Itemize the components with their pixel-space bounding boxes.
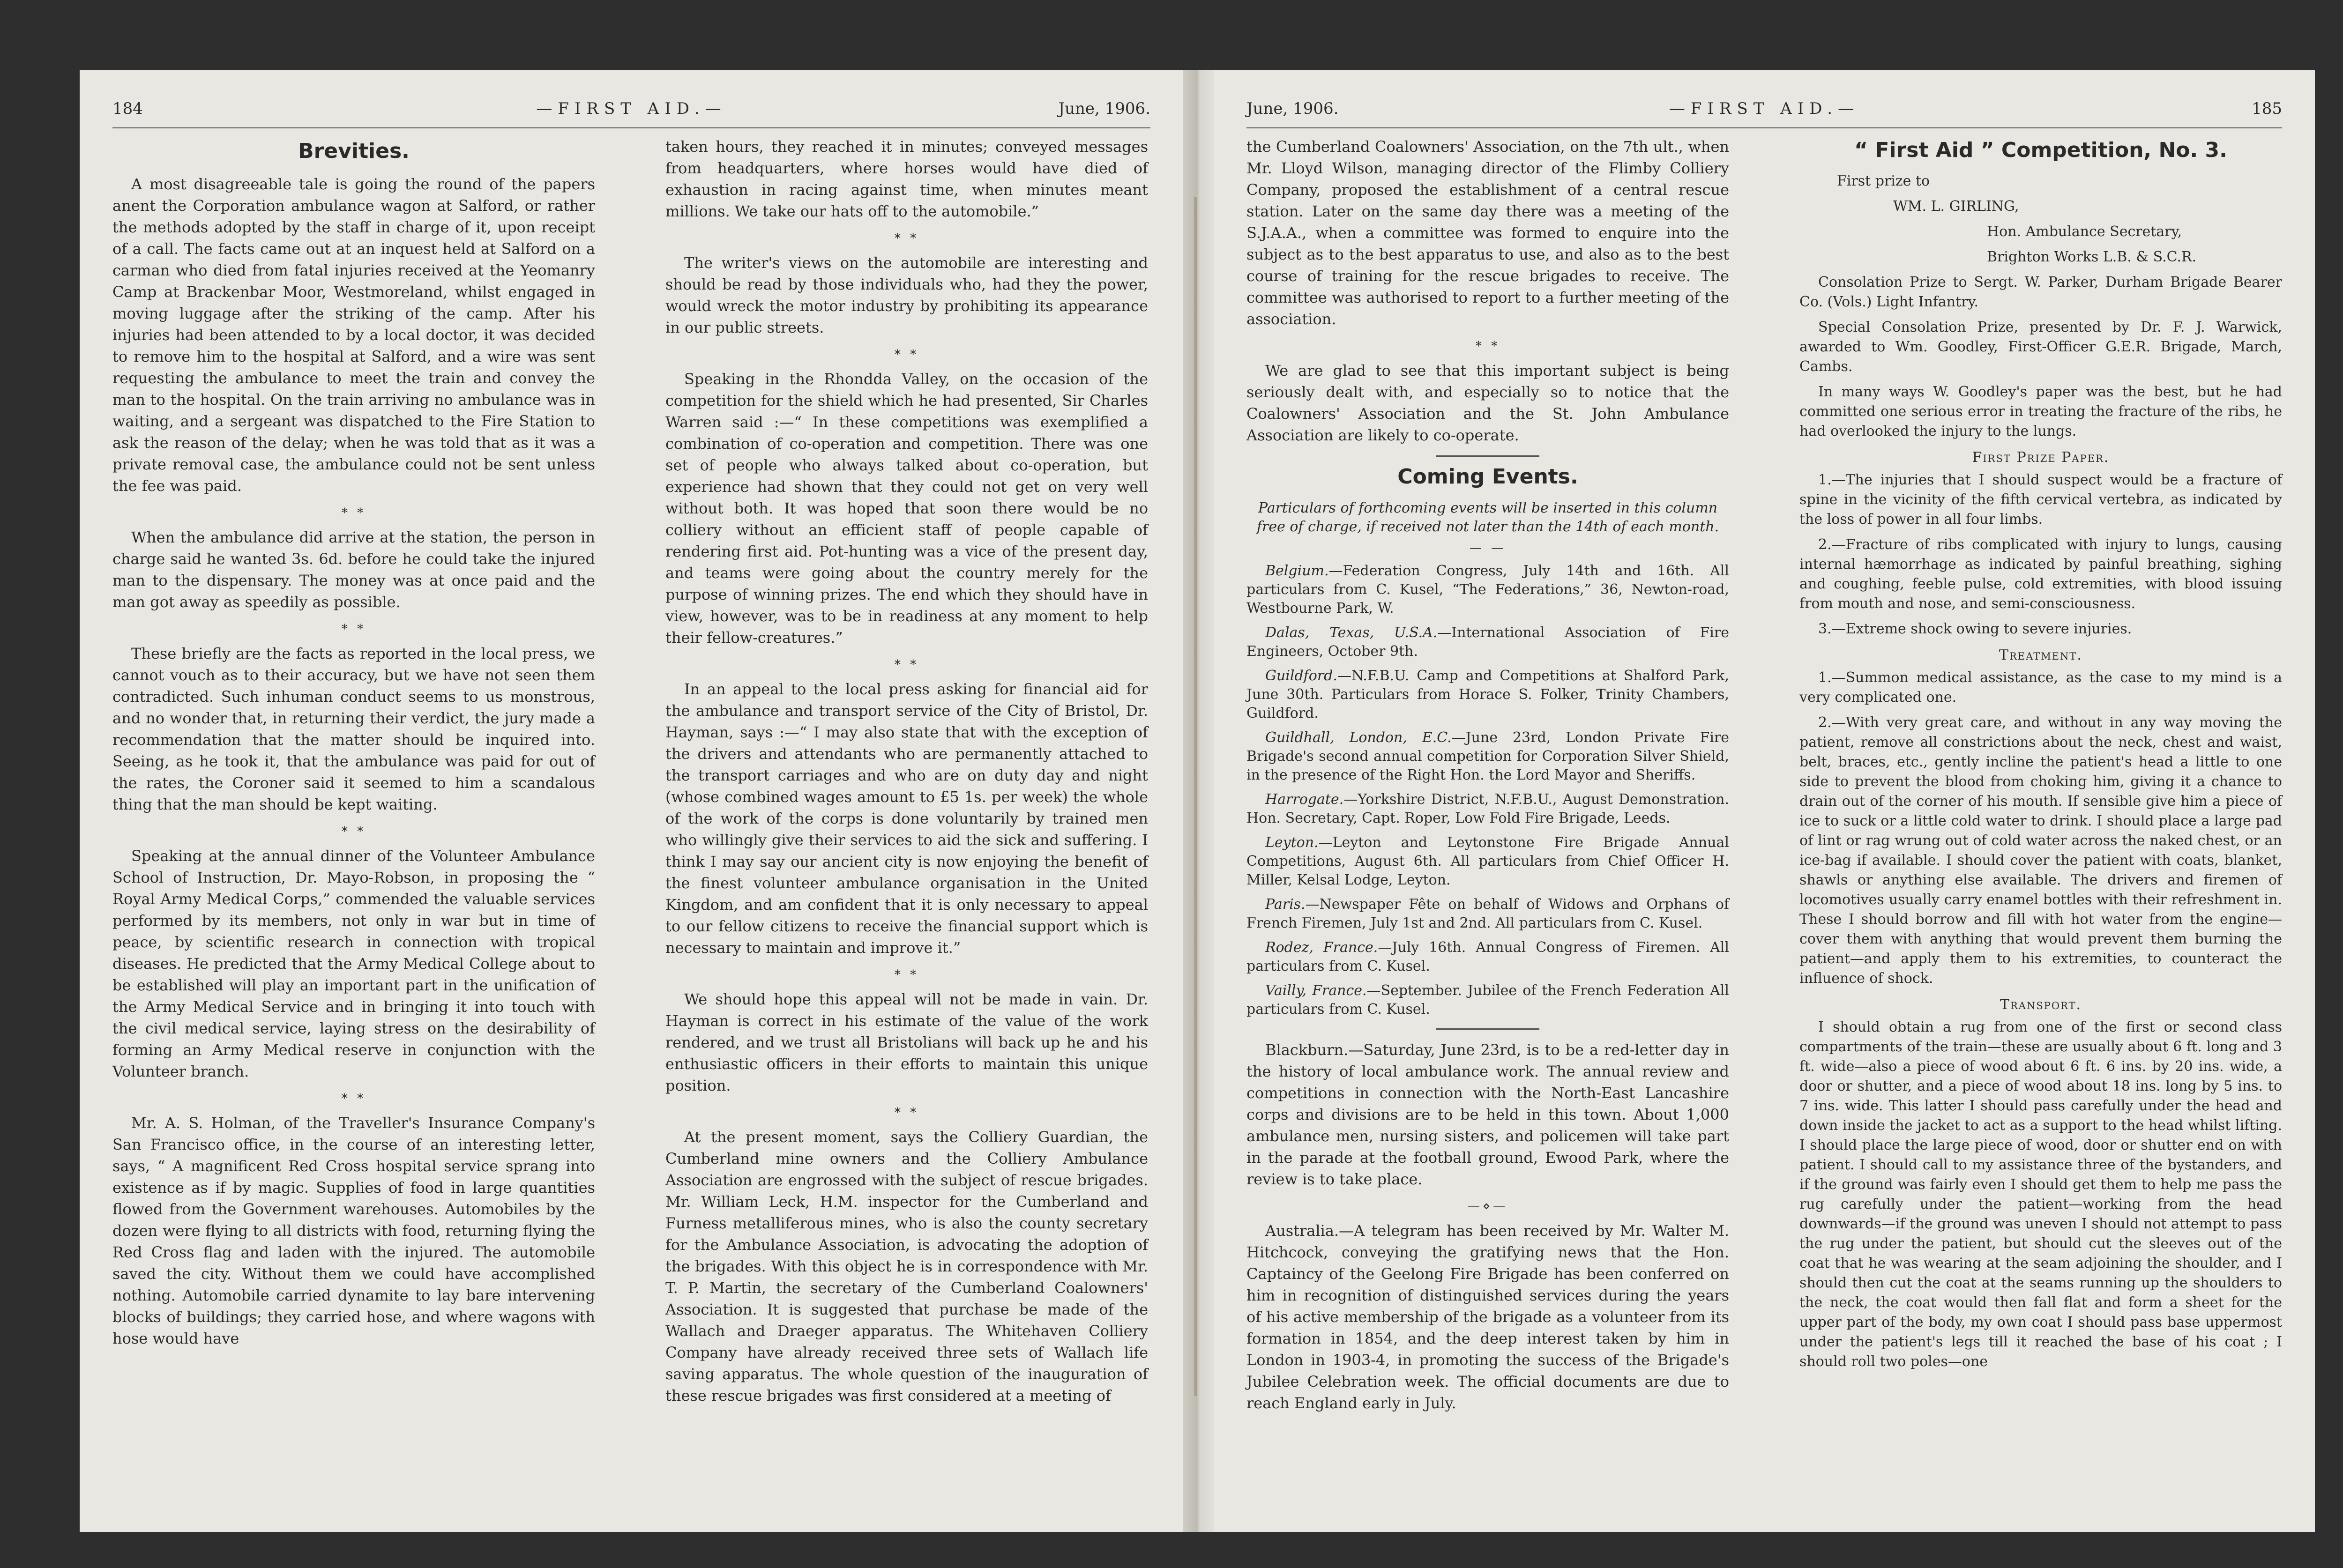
event-details: —Federation Congress, July 14th and 16th. All particulars from C. Kusel, “The Federations,” 36, Newton-road, Westbourne Park, W. bbox=[1246, 563, 1729, 617]
event-place: Guildford. bbox=[1265, 668, 1337, 684]
event-details: —International Association of Fire Engineers, October 9th. bbox=[1246, 624, 1729, 660]
page-date: June, 1906. bbox=[1058, 99, 1150, 118]
paragraph: The writer's views on the automobile are interesting and should be read by those individuals who, had they the power, would wreck the motor industry by prohibiting its appearance in our public streets. bbox=[665, 254, 1148, 336]
paragraph: In an appeal to the local press asking for financial aid for the ambulance and transport service of the City of Bristol, Dr. Hayman, says :—“ I may also state that with the exception of the drivers and attendants who are permanently attached to the transport carriages and who are on duty day and night (whose combined wages amount to £5 1s. per week) the whole of the work of the corps is done voluntarily by trained men who willingly give their services to aid the sick and suffering. I think I may say our ancient city is now enjoying the benefit of the finest volunteer ambulance organisation in the United Kingdom, and am confident that it is only necessary to appeal to our fellow citizens to receive the financial support which is necessary to maintain and improve it.” bbox=[665, 680, 1148, 957]
section-divider bbox=[1436, 1028, 1539, 1030]
winner-name: WM. L. GIRLING, bbox=[1893, 198, 2019, 215]
event-details: —Yorkshire District, N.F.B.U., August Demonstration. Hon. Secretary, Capt. Roper, Low Fold Fire Brigade, Leeds. bbox=[1246, 791, 1729, 826]
first-prize-paper-subheading: First Prize Paper. bbox=[1972, 449, 2110, 466]
winner-address: Brighton Works L.B. & S.C.R. bbox=[1987, 249, 2197, 265]
event-item bbox=[1246, 895, 1729, 933]
paragraph: When the ambulance did arrive at the station, the person in charge said he wanted 3s. 6d. before he could take the injured man to the dispensary. The money was at once paid and the man got away as speedily as possible. bbox=[112, 528, 595, 611]
transport-subheading: Transport. bbox=[2000, 996, 2082, 1013]
event-place: Belgium. bbox=[1265, 563, 1329, 579]
competition-heading: “ First Aid ” Competition, No. 3. bbox=[1854, 138, 2227, 162]
event-details: —Leyton and Leytonstone Fire Brigade Annual Competitions, August 6th. All particulars from Chief Officer H. Miller, Kelsal Lodge, Leyton. bbox=[1246, 834, 1729, 888]
events-list bbox=[1246, 562, 1729, 1019]
asterism-divider: * * bbox=[341, 1092, 366, 1106]
paragraph: A most disagreeable tale is going the round of the papers anent the Corporation ambulance wagon at Salford, or rather the methods adopted by the staff in charge of it, upon receipt of a call. The facts came out at an inquest held at Salford on a carman who died from fatal injuries received at the Yeomanry Camp at Brackenbar Moor, Westmoreland, whilst engaged in moving luggage after the striking of the camp. After his injuries had been attended to by a local doctor, it was decided to remove him to the hospital at Salford, and a wire was sent requesting the ambulance to meet the train and convey the man to the hospital. On the train arriving no ambulance was in waiting, and a sergeant was dispatched to the Fire Station to ask the reason of the delay; when he was told that as it was a private removal case, the ambulance could not be sent unless the fee was paid. bbox=[112, 175, 595, 495]
asterism-divider: * * bbox=[894, 658, 919, 672]
left-page-header bbox=[112, 99, 1150, 128]
paragraph: At the present moment, says the Colliery Guardian, the Cumberland mine owners and the Colliery Ambulance Association are engrossed with the subject of rescue brigades. Mr. William Leck, H.M. inspector for the Cumberland and Furness metalliferous mines, who is also the county secretary for the Ambulance Association, is advocating the adoption of the brigades. With this object he is in correspondence with Mr. T. P. Martin, the secretary of the Cumberland Coalowners' Association. It is suggested that purchase be made of the Wallach and Draeger apparatus. The Whitehaven Colliery Company have already received three sets of Wallach life saving apparatus. The whole question of the inauguration of these rescue brigades was first considered at a meeting of bbox=[665, 1128, 1148, 1405]
event-item bbox=[1246, 667, 1729, 723]
right-column-2 bbox=[1799, 136, 2282, 1377]
paragraph: taken hours, they reached it in minutes; conveyed messages from headquarters, where horses would have died of exhaustion in racing against time, when minutes meant millions. We take our hats off to the automobile.” bbox=[665, 138, 1148, 220]
treatment-subheading: Treatment. bbox=[1999, 647, 2082, 663]
running-title: —FIRST AID.— bbox=[536, 99, 727, 118]
asterism-divider: * * bbox=[894, 231, 919, 245]
paragraph: In many ways W. Goodley's paper was the best, but he had committed one serious error in treating the fracture of the ribs, he had overlooked the injury to the lungs. bbox=[1799, 384, 2282, 439]
event-item bbox=[1246, 728, 1729, 785]
event-details: —September. Jubilee of the French Federation All particulars from C. Kusel. bbox=[1246, 982, 1729, 1018]
event-place: Guildhall, London, E.C. bbox=[1265, 729, 1452, 746]
brevities-heading: Brevities. bbox=[298, 139, 410, 163]
asterism-divider: * * bbox=[894, 348, 919, 362]
page-number: 184 bbox=[112, 99, 143, 118]
paragraph: Speaking at the annual dinner of the Volunteer Ambulance School of Instruction, Dr. Mayo-Robson, in proposing the “ Royal Army Medical Corps,” commended the valuable services performed by its members, not only in war but in time of peace, by scientific research in connection with tropical diseases. He predicted that the Army Medical College about to be established will play an important part in the unification of the Army Medical Service and in bringing it into touch with the civil medical service, laying stress on the desirability of forming an Army Medical reserve in conjunction with the Volunteer branch. bbox=[112, 847, 595, 1080]
event-item bbox=[1246, 833, 1729, 890]
page-number: 185 bbox=[2252, 99, 2282, 118]
running-title: —FIRST AID.— bbox=[1669, 99, 1860, 118]
event-place: Dalas, Texas, U.S.A. bbox=[1265, 624, 1438, 641]
event-details: —Newspaper Fête on behalf of Widows and Orphans of French Firemen, July 1st and 2nd. All particulars from C. Kusel. bbox=[1246, 896, 1729, 931]
paragraph: We are glad to see that this important subject is being seriously dealt with, and especially so to notice that the Coalowners' Association and the St. John Ambulance Association are likely to co-operate. bbox=[1246, 362, 1729, 444]
right-page-header bbox=[1246, 99, 2282, 128]
event-details: —July 16th. Annual Congress of Firemen. All particulars from C. Kusel. bbox=[1246, 939, 1729, 974]
right-page bbox=[1214, 70, 2315, 1532]
event-place: Harrogate. bbox=[1265, 791, 1344, 808]
paragraph: Speaking in the Rhondda Valley, on the occasion of the competition for the shield which he had presented, Sir Charles Warren said :—“ In these competitions was exemplified a combination of co-operation and competition. There was one set of people who always talked about co-operation, but experience had shown that they could not get on very well without both. It was hoped that soon there would be no colliery without an efficient staff of people capable of rendering first aid. Pot-hunting was a vice of the present day, and teams were going about the country merely for the purpose of winning prizes. The end which they should have in view, however, was to be in readiness at any moment to help their fellow-creatures.” bbox=[665, 370, 1148, 647]
list-item: 2.—With very great care, and without in any way moving the patient, remove all constrictions about the neck, chest and waist, belt, braces, etc., gently incline the patient's head a little to one side to prevent the blood from choking him, giving it a chance to drain out of the corner of his mouth. If sensible give him a piece of ice to suck or a little cold water to drink. I should place a large pad of lint or rag wrung out of cold water across the naked chest, or an ice-bag if available. I should cover the patient with coats, blanket, shawls or anything else available. The drivers and firemen of locomotives usually carry enamel bottles with their refreshment in. These I should borrow and fill with hot water from the engine—cover them with anything that would prevent them burning the patient—and apply them to his extremities, to counteract the influence of shock. bbox=[1799, 714, 2282, 987]
event-item bbox=[1246, 938, 1729, 976]
paragraph: Special Consolation Prize, presented by Dr. F. J. Warwick, awarded to Wm. Goodley, First-Officer G.E.R. Brigade, March, Cambs. bbox=[1799, 319, 2282, 375]
list-item: 3.—Extreme shock owing to severe injuries. bbox=[1818, 621, 2132, 637]
left-page bbox=[80, 70, 1183, 1532]
ornament-divider: —⋄— bbox=[1467, 1199, 1508, 1213]
dash-divider: — — bbox=[1469, 541, 1507, 555]
left-column-1 bbox=[112, 136, 595, 1355]
paragraph: Australia.—A telegram has been received by Mr. Walter M. Hitchcock, conveying the gratifying news that the Hon. Captaincy of the Geelong Fire Brigade has been conferred on him in recognition of distinguished services during the years of his active membership of the brigade as a volunteer from its formation in 1854, and the deep interest taken by him in London in 1903-4, in promoting the success of the Brigade's Jubilee Celebration week. The official documents are due to reach England early in July. bbox=[1246, 1222, 1729, 1412]
list-item: 2.—Fracture of ribs complicated with injury to lungs, causing internal hæmorrhage as indicated by painful breathing, sighing and coughing, feeble pulse, cold extremities, with blood issuing from mouth and nose, and semi-consciousness. bbox=[1799, 536, 2282, 612]
event-item bbox=[1246, 624, 1729, 661]
list-item: 1.—The injuries that I should suspect would be a fracture of spine in the vicinity of the fifth cervical vertebra, as indicated by the loss of power in all four limbs. bbox=[1799, 472, 2282, 528]
paragraph: These briefly are the facts as reported in the local press, we cannot vouch as to their accuracy, but we have not seen them contradicted. Such inhuman conduct seems to us monstrous, and no wonder that, in returning their verdict, the jury made a recommendation that the matter should be inquired into. Seeing, as he took it, that the ambulance was paid for out of the rates, the Coroner said it seemed to him a scandalous thing that the man should be kept waiting. bbox=[112, 645, 595, 813]
coming-events-note: Particulars of forthcoming events will be inserted in this column free of charge, if received not later than the 14th of each month. bbox=[1256, 500, 1719, 535]
section-divider bbox=[1436, 455, 1539, 457]
list-item: 1.—Summon medical assistance, as the case to my mind is a very complicated one. bbox=[1799, 669, 2282, 706]
event-details: —June 23rd, London Private Fire Brigade's second annual competition for Corporation Silver Shield, in the presence of the Right Hon. the Lord Mayor and Sheriffs. bbox=[1246, 729, 1730, 783]
asterism-divider: * * bbox=[341, 506, 366, 520]
paragraph: We should hope this appeal will not be made in vain. Dr. Hayman is correct in his estimate of the value of the work rendered, and we trust all Bristolians will back up he and his enthusiastic officers in their efforts to maintain this unique position. bbox=[665, 990, 1148, 1094]
event-place: Leyton. bbox=[1265, 834, 1319, 851]
event-details: —N.F.B.U. Camp and Competitions at Shalford Park, June 30th. Particulars from Horace S. Folker, Trinity Chambers, Guildford. bbox=[1246, 668, 1729, 721]
left-column-2 bbox=[665, 136, 1148, 1412]
binding-thread bbox=[1194, 197, 1197, 1396]
event-item bbox=[1246, 790, 1729, 828]
paragraph: Consolation Prize to Sergt. W. Parker, Durham Brigade Bearer Co. (Vols.) Light Infantry. bbox=[1799, 274, 2282, 310]
event-place: Paris. bbox=[1265, 896, 1306, 913]
paragraph: Mr. A. S. Holman, of the Traveller's Insurance Company's San Francisco office, in the course of an interesting letter, says, “ A magnificent Red Cross hospital service sprang into existence as if by magic. Supplies of food in large quantities flowed from the Government warehouses. Automobiles by the dozen were flying to all districts with food, returning flying the Red Cross flag and laden with the injured. The automobile saved the city. Without them we could have accomplished nothing. Automobile carried dynamite to lay bare intervening blocks of buildings; they carried hose, and where wagons with hose would have bbox=[112, 1114, 595, 1347]
paragraph: I should obtain a rug from one of the first or second class compartments of the train—these are usually about 6 ft. long and 3 ft. wide—also a piece of wood about 6 ft. 6 ins. by 20 ins. wide, a door or shutter, and a piece of wood about 18 ins. long by 5 ins. to 7 ins. wide. This latter I should pass carefully under the head and down inside the jacket to act as a support to the head whilst lifting. I should place the large piece of wood, door or shutter end on with patient. I should call to my assistance three of the bystanders, and if the ground was fairly even I should get them to help me pass the rug carefully under the patient—working from the head downwards—if the ground was uneven I should not attempt to pass the rug under the patient, but should cut the sleeves out of the coat that he was wearing at the seam adjoining the shoulder, and I should then cut the coat at the seams running up the shoulders to the neck, the coat would then fall flat and form a sheet for the upper part of the body, my own coat I should pass base uppermost under the patient's legs till it reached the base of his coat ; I should roll two poles—one bbox=[1799, 1019, 2282, 1370]
right-column-1 bbox=[1246, 136, 1729, 1419]
coming-events-heading: Coming Events. bbox=[1397, 465, 1578, 489]
event-place: Rodez, France. bbox=[1265, 939, 1378, 956]
event-item bbox=[1246, 981, 1729, 1019]
asterism-divider: * * bbox=[1475, 339, 1500, 353]
asterism-divider: * * bbox=[894, 968, 919, 982]
asterism-divider: * * bbox=[341, 622, 366, 636]
event-place: Vailly, France. bbox=[1265, 982, 1367, 999]
page-date: June, 1906. bbox=[1246, 99, 1339, 118]
book-spine bbox=[1183, 70, 1214, 1532]
paragraph: Blackburn.—Saturday, June 23rd, is to be a red-letter day in the history of local ambulance work. The annual review and competitions in connection with the North-East Lancashire corps and divisions are to be held in this town. About 1,000 ambulance men, nursing sisters, and policemen will take part in the parade at the football ground, Ewood Park, where the review is to take place. bbox=[1246, 1041, 1729, 1188]
paragraph: the Cumberland Coalowners' Association, on the 7th ult., when Mr. Lloyd Wilson, managing director of the Flimby Colliery Company, proposed the establishment of a central rescue station. Later on the same day there was a meeting of the S.J.A.A., when a committee was formed to enquire into the subject as to the best apparatus to use, and also as to the best course of training for the rescue brigades to receive. The committee was authorised to report to a further meeting of the association. bbox=[1246, 138, 1729, 328]
asterism-divider: * * bbox=[341, 825, 366, 839]
event-item bbox=[1246, 562, 1729, 618]
asterism-divider: * * bbox=[894, 1106, 919, 1120]
prize-line: First prize to bbox=[1837, 173, 1930, 189]
winner-role: Hon. Ambulance Secretary, bbox=[1987, 223, 2182, 240]
